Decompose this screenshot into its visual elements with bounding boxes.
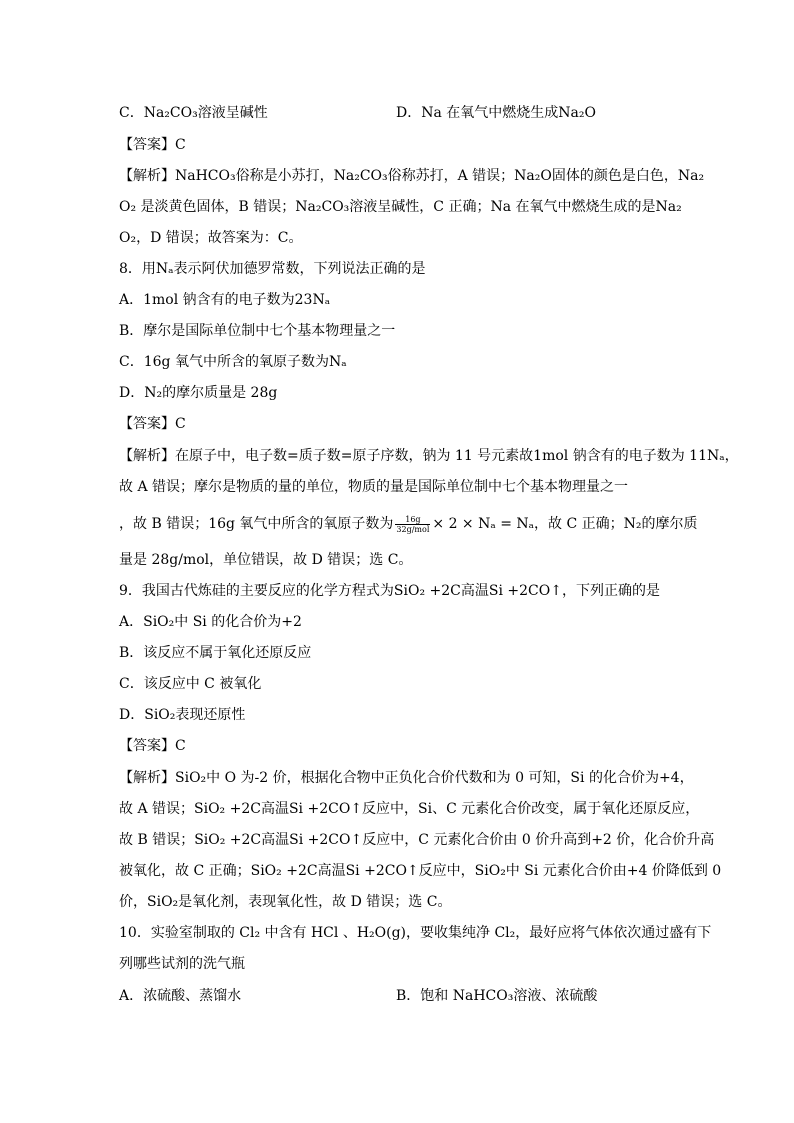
q8-explanation-line: 量是 28g/mol，单位错误，故 D 错误；选 C。 (119, 552, 413, 568)
formula: × 2 × Nₐ = Nₐ (432, 516, 535, 532)
q8-explanation-text: ，故 C 正确；N₂的摩尔质 (534, 516, 698, 532)
q9-explanation-line: 被氧化，故 C 正确；SiO₂ +2C高温Si +2CO↑反应中，SiO₂中 Si 元素化合价由+4 价降低到 0 (119, 863, 722, 879)
q10-stem: 10．实验室制取的 Cl₂ 中含有 HCl 、H₂O(g)，要收集纯净 Cl₂，最好应将气体依次通过盛有下 (119, 925, 712, 941)
q8-option-c: C．16g 氧气中所含的氧原子数为Nₐ (119, 354, 347, 370)
q9-explanation-line: 【解析】SiO₂中 O 为-2 价，根据化合物中正负化合价代数和为 0 可知，Si 的化合价为+4， (119, 770, 694, 786)
q8-explanation-line: 故 A 错误；摩尔是物质的量的单位，物质的量是国际单位制中七个基本物理量之一 (119, 479, 629, 495)
fraction (395, 515, 430, 534)
q9-option-d: D．SiO₂表现还原性 (119, 707, 246, 723)
q8-explanation-text: ，故 B 错误；16g 氧气中所含的氧原子数为 (119, 516, 394, 532)
q7-answer: 【答案】C (119, 137, 186, 153)
fraction-numerator: 16g (395, 515, 430, 525)
q7-option-c: C．Na₂CO₃溶液呈碱性 (119, 105, 268, 121)
q7-explanation-line: 【解析】NaHCO₃俗称是小苏打，Na₂CO₃俗称苏打，A 错误；Na₂O固体的颜色是白色，Na₂ (119, 168, 705, 184)
q9-option-a: A．SiO₂中 Si 的化合价为+2 (119, 614, 302, 630)
q7-option-d: D．Na 在氧气中燃烧生成Na₂O (396, 105, 596, 121)
q10-stem: 列哪些试剂的洗气瓶 (119, 956, 245, 972)
fraction-denominator: 32g/mol (396, 524, 430, 534)
q8-option-d: D．N₂的摩尔质量是 28g (119, 385, 278, 401)
q9-explanation-line: 价，SiO₂是氧化剂，表现氧化性，故 D 错误；选 C。 (119, 894, 452, 910)
q8-option-b: B．摩尔是国际单位制中七个基本物理量之一 (119, 323, 396, 339)
q9-option-b: B．该反应不属于氧化还原反应 (119, 645, 312, 661)
q8-option-a: A．1mol 钠含有的电子数为23Nₐ (119, 292, 331, 308)
q7-explanation-line: O₂ 是淡黄色固体，B 错误；Na₂CO₃溶液呈碱性，C 正确；Na 在氧气中燃烧生成的是Na₂ (119, 199, 682, 215)
q9-explanation-line: 故 A 错误；SiO₂ +2C高温Si +2CO↑反应中，Si、C 元素化合价改变，属于氧化还原反应， (119, 801, 700, 817)
q8-explanation-line (119, 514, 698, 534)
q7-explanation-line: O₂，D 错误；故答案为：C。 (119, 230, 303, 246)
q9-option-c: C．该反应中 C 被氧化 (119, 676, 262, 692)
q9-explanation-line: 故 B 错误；SiO₂ +2C高温Si +2CO↑反应中，C 元素化合价由 0 价升高到+2 价，化合价升高 (119, 832, 715, 848)
q8-answer: 【答案】C (119, 416, 186, 432)
q8-stem: 8．用Nₐ表示阿伏加德罗常数，下列说法正确的是 (119, 261, 426, 277)
q8-explanation-line: 【解析】在原子中，电子数=质子数=原子序数，钠为 11 号元素故1mol 钠含有的电子数为 11Nₐ， (119, 448, 739, 464)
q9-answer: 【答案】C (119, 738, 186, 754)
q9-stem: 9．我国古代炼硅的主要反应的化学方程式为SiO₂ +2C高温Si +2CO↑，下列正确的是 (119, 583, 660, 599)
q10-option-b: B．饱和 NaHCO₃溶液、浓硫酸 (396, 988, 598, 1004)
q10-option-a: A．浓硫酸、蒸馏水 (119, 988, 242, 1004)
